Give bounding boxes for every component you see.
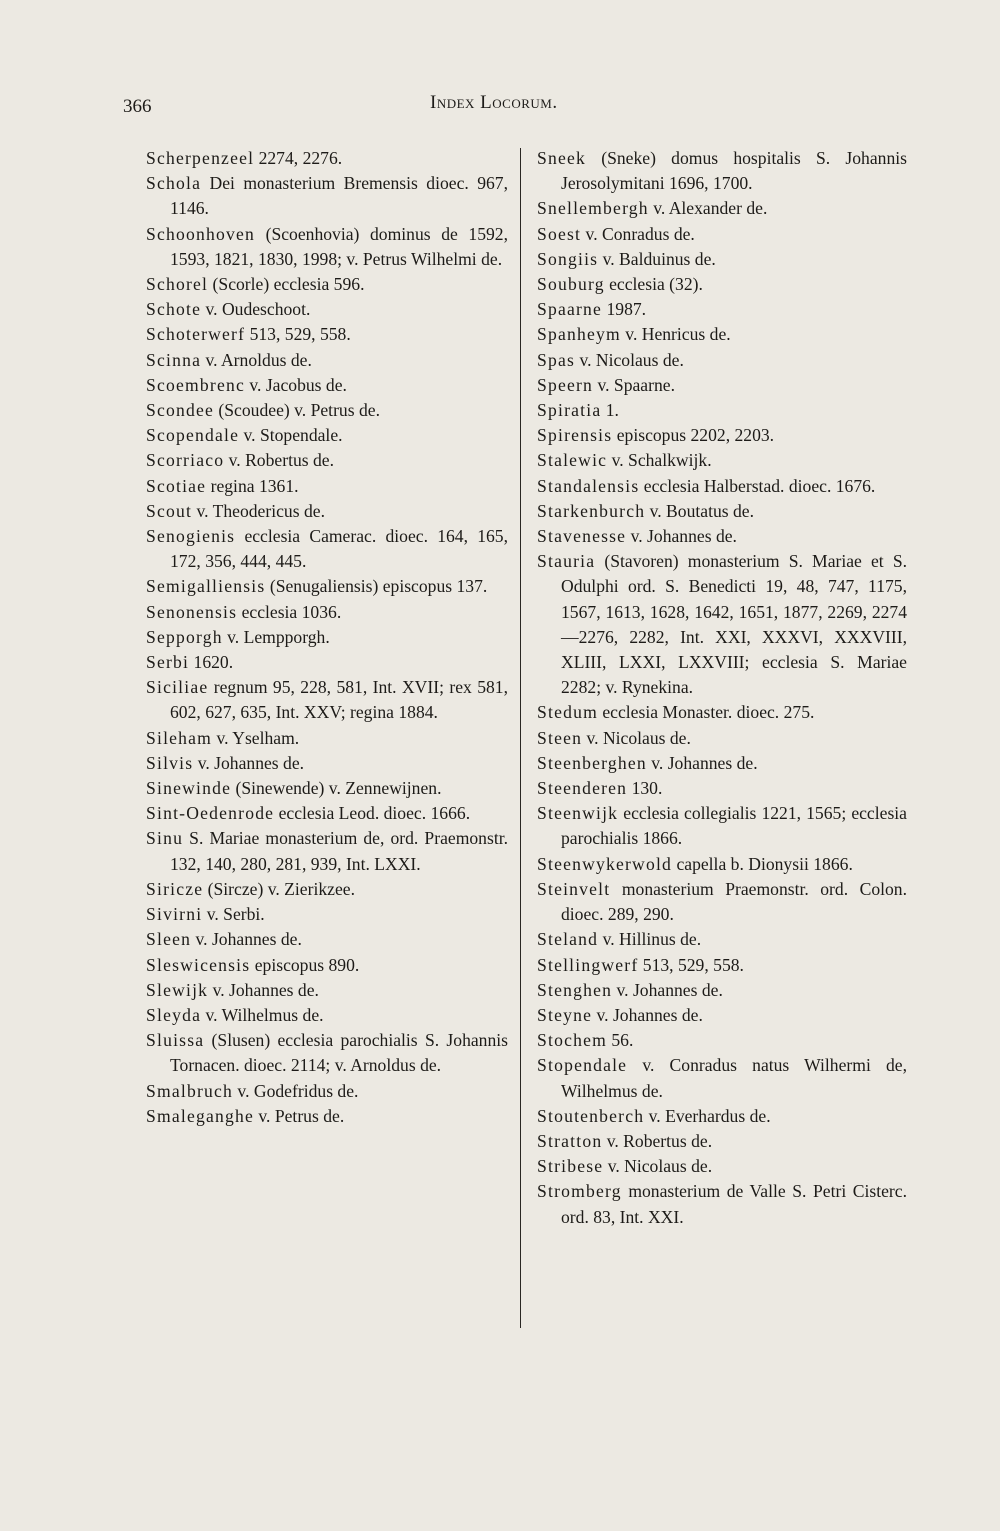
page-number: 366 xyxy=(123,96,152,117)
entry-headword: Songiis xyxy=(537,248,599,269)
entry-headword: Siricze xyxy=(146,878,204,899)
entry-text: v. Alexander de. xyxy=(648,198,768,219)
entry-headword: Stratton xyxy=(537,1130,603,1151)
entry-text: 1987. xyxy=(602,299,647,320)
index-entry xyxy=(146,877,508,902)
entry-headword: Smalbruch xyxy=(146,1080,234,1101)
index-entry xyxy=(146,826,508,876)
entry-headword: Sinewinde xyxy=(146,778,232,799)
entry-text: v. Robertus de. xyxy=(224,450,334,471)
index-entry xyxy=(537,700,907,725)
entry-text: v. Serbi. xyxy=(202,904,265,925)
index-entry xyxy=(146,978,508,1003)
index-entry xyxy=(537,978,907,1003)
entry-text: v. Oudeschoot. xyxy=(201,299,311,320)
entry-text: (Scoenhovia) dominus de 1592, 1593, 1821, 1830, 1998; v. Petrus Wilhelmi de. xyxy=(170,223,508,269)
entry-headword: Stenghen xyxy=(537,979,613,1000)
entry-text: v. Johannes de. xyxy=(592,1004,703,1025)
entry-text: 2274, 2276. xyxy=(254,148,343,168)
entry-headword: Siciliae xyxy=(146,677,209,698)
entry-text: v. Theodericus de. xyxy=(192,500,325,521)
entry-text: v. Johannes de. xyxy=(208,979,319,1000)
entry-headword: Sleswicensis xyxy=(146,954,251,975)
index-entry xyxy=(146,953,508,978)
entry-headword: Starkenburch xyxy=(537,500,646,521)
index-entry xyxy=(146,1028,508,1078)
entry-headword: Snellembergh xyxy=(537,198,649,219)
entry-text: Dei monasterium Bremensis dioec. 967, 1146. xyxy=(170,173,508,219)
index-entry xyxy=(146,448,508,473)
entry-headword: Schote xyxy=(146,299,202,320)
index-entry xyxy=(537,524,907,549)
entry-headword: Stavenesse xyxy=(537,526,627,547)
index-entry xyxy=(537,549,907,700)
entry-text: v. Yselham. xyxy=(212,727,300,748)
entry-text: ecclesia 1036. xyxy=(237,601,342,622)
index-entry xyxy=(146,927,508,952)
entry-text: v. Lempporgh. xyxy=(222,626,330,647)
entry-headword: Steenwijk xyxy=(537,803,619,824)
entry-headword: Scherpenzeel xyxy=(146,148,255,168)
entry-headword: Slewijk xyxy=(146,979,209,1000)
index-entry xyxy=(537,272,907,297)
entry-text: (Slusen) ecclesia parochialis S. Johannis Tornacen. dioec. 2114; v. Arnoldus de. xyxy=(170,1030,508,1076)
index-entry xyxy=(146,600,508,625)
index-entry xyxy=(537,297,907,322)
entry-headword: Serbi xyxy=(146,652,190,673)
entry-headword: Stromberg xyxy=(537,1181,622,1202)
entry-headword: Stochem xyxy=(537,1030,607,1051)
entry-headword: Speern xyxy=(537,374,594,395)
running-head: Index Locorum. xyxy=(430,92,558,113)
index-entry xyxy=(537,927,907,952)
index-entry xyxy=(146,524,508,574)
index-entry xyxy=(537,1003,907,1028)
index-entry xyxy=(537,146,907,196)
index-entry xyxy=(537,953,907,978)
entry-headword: Sileham xyxy=(146,727,213,748)
entry-headword: Sneek xyxy=(537,148,586,168)
entry-text: ecclesia (32). xyxy=(604,274,703,295)
entry-headword: Schoonhoven xyxy=(146,223,255,244)
entry-text: 1620. xyxy=(189,652,234,673)
entry-text: regina 1361. xyxy=(206,475,299,496)
entry-text: v. Johannes de. xyxy=(191,929,302,950)
entry-headword: Sivirni xyxy=(146,904,203,925)
index-entry xyxy=(146,902,508,927)
index-entry xyxy=(146,398,508,423)
entry-text: ecclesia Monaster. dioec. 275. xyxy=(597,702,815,723)
index-entry xyxy=(146,650,508,675)
entry-headword: Stalewic xyxy=(537,450,608,471)
entry-headword: Soest xyxy=(537,223,582,244)
entry-text: (Senugaliensis) episcopus 137. xyxy=(265,576,488,597)
entry-headword: Spiratia xyxy=(537,400,602,421)
entry-text: v. Godefridus de. xyxy=(233,1080,359,1101)
entry-text: v. Boutatus de. xyxy=(645,500,755,521)
entry-headword: Steenberghen xyxy=(537,752,647,773)
entry-text: (Sircze) v. Zierikzee. xyxy=(203,878,355,899)
index-entry xyxy=(146,499,508,524)
entry-headword: Sleyda xyxy=(146,1004,202,1025)
entry-text: 513, 529, 558. xyxy=(245,324,351,345)
entry-text: (Scorle) ecclesia 596. xyxy=(208,274,365,295)
index-entry xyxy=(146,625,508,650)
entry-headword: Sinu xyxy=(146,828,184,849)
index-entry xyxy=(537,1154,907,1179)
index-entry xyxy=(146,726,508,751)
index-entry xyxy=(537,801,907,851)
index-entry xyxy=(146,1003,508,1028)
index-entry xyxy=(537,398,907,423)
entry-text: ecclesia Leod. dioec. 1666. xyxy=(274,803,471,824)
entry-headword: Souburg xyxy=(537,274,605,295)
index-entry xyxy=(146,348,508,373)
entry-headword: Sint-Oedenrode xyxy=(146,803,275,824)
entry-text: ecclesia Camerac. dioec. 164, 165, 172, 356, 444, 445. xyxy=(170,526,508,572)
entry-headword: Stellingwerf xyxy=(537,954,639,975)
entry-text: (Sinewende) v. Zennewijnen. xyxy=(231,778,442,799)
entry-headword: Steenwykerwold xyxy=(537,853,673,874)
entry-text: v. Johannes de. xyxy=(646,752,758,773)
entry-text: 1. xyxy=(601,400,619,421)
entry-headword: Stribese xyxy=(537,1156,604,1177)
entry-headword: Scotiae xyxy=(146,475,207,496)
index-entry xyxy=(537,322,907,347)
entry-text: v. Petrus de. xyxy=(253,1105,345,1126)
entry-headword: Schola xyxy=(146,173,202,194)
entry-headword: Stoutenberch xyxy=(537,1105,645,1126)
entry-text: v. Conradus de. xyxy=(581,223,695,244)
index-entry xyxy=(537,474,907,499)
index-entry xyxy=(146,222,508,272)
entry-headword: Silvis xyxy=(146,752,194,773)
entry-headword: Steen xyxy=(537,727,583,748)
index-entry xyxy=(537,1028,907,1053)
index-entry xyxy=(537,751,907,776)
entry-text: v. Spaarne. xyxy=(593,374,675,395)
entry-headword: Scoembrenc xyxy=(146,374,245,395)
entry-text: v. Jacobus de. xyxy=(244,374,347,395)
entry-text: 130. xyxy=(627,778,663,799)
index-entry xyxy=(537,1129,907,1154)
index-entry xyxy=(146,322,508,347)
index-entry xyxy=(146,272,508,297)
entry-text: v. Robertus de. xyxy=(602,1130,713,1151)
entry-headword: Spanheym xyxy=(537,324,621,345)
index-entry xyxy=(537,348,907,373)
index-entry xyxy=(146,423,508,448)
entry-text: v. Everhardus de. xyxy=(644,1105,771,1126)
entry-text: episcopus 2202, 2203. xyxy=(612,425,775,446)
entry-text: v. Nicolaus de. xyxy=(603,1156,713,1177)
index-entry xyxy=(537,852,907,877)
entry-headword: Sluissa xyxy=(146,1030,205,1051)
entry-text: v. Wilhelmus de. xyxy=(201,1004,324,1025)
index-entry xyxy=(537,222,907,247)
column-divider xyxy=(520,148,521,1328)
entry-headword: Sleen xyxy=(146,929,192,950)
index-entry xyxy=(537,1179,907,1229)
entry-headword: Scondee xyxy=(146,400,215,421)
index-entry xyxy=(146,474,508,499)
index-entry xyxy=(537,877,907,927)
entry-text: v. Stopendale. xyxy=(239,425,343,446)
entry-text: (Sneke) domus hospitalis S. Johannis Jerosolymitani 1696, 1700. xyxy=(561,148,907,194)
entry-text: ecclesia Halberstad. dioec. 1676. xyxy=(639,475,876,496)
index-entry xyxy=(146,751,508,776)
index-entry xyxy=(146,297,508,322)
entry-text: capella b. Dionysii 1866. xyxy=(672,853,853,874)
entry-headword: Schoterwerf xyxy=(146,324,246,345)
entry-headword: Standalensis xyxy=(537,475,640,496)
index-entry xyxy=(146,776,508,801)
entry-headword: Semigalliensis xyxy=(146,576,266,597)
index-entry xyxy=(146,373,508,398)
entry-headword: Senonensis xyxy=(146,601,238,622)
index-entry xyxy=(537,499,907,524)
entry-text: 56. xyxy=(606,1030,634,1051)
index-entry xyxy=(146,675,508,725)
entry-text: regnum 95, 228, 581, Int. XVII; rex 581, 602, 627, 635, Int. XXV; regina 1884. xyxy=(170,677,508,723)
index-entry xyxy=(146,574,508,599)
index-entry xyxy=(146,801,508,826)
index-entry xyxy=(146,1079,508,1104)
entry-headword: Senogienis xyxy=(146,526,236,547)
entry-headword: Spirensis xyxy=(537,425,613,446)
entry-text: v. Arnoldus de. xyxy=(201,349,312,370)
index-entry xyxy=(537,247,907,272)
entry-text: v. Johannes de. xyxy=(612,979,723,1000)
index-entry xyxy=(537,1053,907,1103)
index-entry xyxy=(146,171,508,221)
index-entry xyxy=(537,726,907,751)
entry-headword: Steyne xyxy=(537,1004,593,1025)
entry-text: monasterium de Valle S. Petri Cisterc. ord. 83, Int. XXI. xyxy=(561,1181,907,1227)
entry-headword: Scout xyxy=(146,500,193,521)
entry-text: v. Schalkwijk. xyxy=(607,450,712,471)
index-entry xyxy=(537,423,907,448)
entry-headword: Stauria xyxy=(537,551,596,572)
entry-text: v. Johannes de. xyxy=(626,526,737,547)
entry-headword: Schorel xyxy=(146,274,209,295)
entry-text: v. Henricus de. xyxy=(620,324,731,345)
entry-headword: Steenderen xyxy=(537,778,628,799)
index-entry xyxy=(537,448,907,473)
entry-text: (Scoudee) v. Petrus de. xyxy=(214,400,380,421)
entry-headword: Steland xyxy=(537,929,599,950)
entry-headword: Stopendale xyxy=(537,1055,628,1076)
entry-text: (Stavoren) monasterium S. Mariae et S. Odulphi ord. S. Benedicti 19, 48, 747, 1175, 1567, 1613, 1628, 1642, 1651, 1877, 2269, 2274—2276, 2282, Int. XXI, XXXVI, XXXVIII, XLIII, LXXI, LXXVIII; ecclesia S. Mariae 2282; v. Rynekina. xyxy=(561,551,907,698)
index-entry xyxy=(537,1104,907,1129)
left-column xyxy=(146,146,508,1129)
entry-text: S. Mariae monasterium de, ord. Praemonstr. 132, 140, 280, 281, 939, Int. LXXI. xyxy=(170,828,508,874)
index-entry xyxy=(537,776,907,801)
entry-text: monasterium Praemonstr. ord. Colon. dioec. 289, 290. xyxy=(561,878,907,925)
index-entry xyxy=(146,1104,508,1129)
entry-headword: Spaarne xyxy=(537,299,603,320)
entry-headword: Sepporgh xyxy=(146,626,223,647)
entry-text: v. Johannes de. xyxy=(193,752,305,773)
index-entry xyxy=(537,196,907,221)
entry-text: 513, 529, 558. xyxy=(638,954,744,975)
entry-headword: Scopendale xyxy=(146,425,240,446)
index-entry xyxy=(537,373,907,398)
entry-headword: Stedum xyxy=(537,702,598,723)
entry-text: episcopus 890. xyxy=(250,954,360,975)
entry-text: v. Conradus natus Wilhermi de, Wilhelmus de. xyxy=(561,1055,907,1101)
entry-text: v. Nicolaus de. xyxy=(575,349,684,370)
entry-headword: Steinvelt xyxy=(537,878,611,899)
entry-text: v. Hillinus de. xyxy=(598,929,702,950)
right-column xyxy=(537,146,907,1230)
entry-headword: Smaleganghe xyxy=(146,1105,254,1126)
entry-text: ecclesia collegialis 1221, 1565; ecclesia parochialis 1866. xyxy=(561,803,907,849)
entry-headword: Scorriaco xyxy=(146,450,225,471)
entry-headword: Spas xyxy=(537,349,576,370)
index-entry xyxy=(146,146,508,171)
entry-text: v. Nicolaus de. xyxy=(582,727,691,748)
entry-headword: Scinna xyxy=(146,349,202,370)
entry-text: v. Balduinus de. xyxy=(598,248,716,269)
